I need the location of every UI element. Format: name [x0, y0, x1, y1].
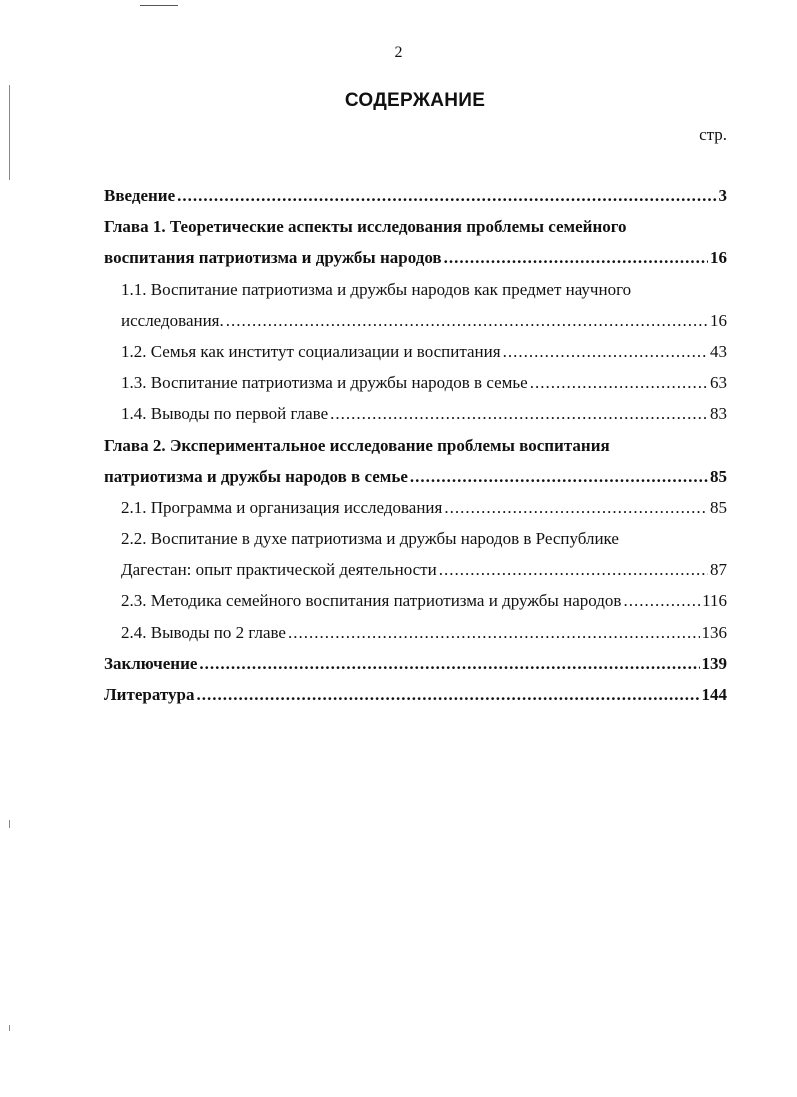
toc-entry-text: Введение [104, 186, 176, 205]
toc-entry-text: 1.4. Выводы по первой главе [121, 404, 329, 424]
toc-entry-text: Заключение [104, 653, 198, 673]
toc-leader-dots [503, 336, 708, 367]
toc-leader-dots [623, 585, 700, 616]
toc-entry-page: 85 [710, 497, 727, 517]
toc-entry [104, 336, 727, 367]
toc-leader-dots [330, 398, 708, 429]
toc-entry-page: 87 [710, 560, 727, 580]
toc-entry-text: 2.1. Программа и организация исследования [121, 497, 443, 517]
toc-entry [104, 585, 727, 616]
toc-entry [104, 554, 727, 585]
toc-entry-text: 2.3. Методика семейного воспитания патриотизма и дружбы народов [121, 591, 622, 611]
toc-entry-page: 63 [710, 373, 727, 393]
toc-entry-page: 83 [710, 404, 727, 424]
toc-leader-dots [177, 180, 716, 211]
toc-entry-text: Глава 2. Экспериментальное исследование проблемы воспитания [104, 435, 610, 455]
toc-entry-page: 3 [718, 186, 727, 205]
toc-entry-text: воспитания патриотизма и дружбы народов [104, 248, 442, 268]
page-number: 2 [394, 44, 403, 61]
toc-entry-page: 116 [702, 591, 727, 611]
toc-leader-dots [444, 492, 708, 523]
toc-entry-text: Литература [104, 685, 195, 704]
scan-artifact-left-2 [9, 820, 10, 828]
scan-artifact-top [140, 5, 178, 6]
toc-leader-dots [444, 242, 708, 273]
toc-entry-page: 144 [701, 685, 727, 704]
toc-leader-dots [196, 679, 699, 710]
toc-leader-dots [410, 461, 708, 492]
toc-entry-text: Дагестан: опыт практической деятельности [121, 560, 437, 580]
toc-entry [104, 211, 727, 242]
toc-entry-text: 1.2. Семья как институт социализации и воспитания [121, 341, 501, 361]
toc-entry-text: исследования. [121, 310, 224, 330]
toc-entry-page: 136 [701, 622, 727, 642]
toc-entry-page: 43 [710, 341, 727, 361]
scan-artifact-left-3 [9, 1025, 10, 1031]
toc-entry [104, 398, 727, 429]
toc-entry [104, 367, 727, 398]
toc-entry-page: 139 [701, 653, 727, 673]
toc-leader-dots [530, 367, 708, 398]
toc-leader-dots [288, 617, 700, 648]
toc-entry-page: 16 [710, 248, 727, 268]
toc-entry [104, 648, 727, 679]
page-column-label: стр. [699, 125, 727, 144]
toc-entry [104, 274, 727, 305]
toc-leader-dots [199, 648, 699, 679]
toc-entry [104, 430, 727, 461]
toc-entry [104, 617, 727, 648]
toc-entry [104, 461, 727, 492]
toc-entry-page: 16 [710, 310, 727, 330]
toc-entry-text: 2.2. Воспитание в духе патриотизма и дружбы народов в Республике [121, 529, 619, 549]
toc-entry [104, 242, 727, 273]
toc-entry-text: патриотизма и дружбы народов в семье [104, 466, 408, 486]
toc-leader-dots [226, 305, 708, 336]
toc-entry-text: 1.3. Воспитание патриотизма и дружбы народов в семье [121, 373, 528, 393]
toc-entry [104, 679, 727, 710]
toc-entry [104, 523, 727, 554]
table-of-contents [104, 180, 727, 710]
toc-entry [104, 305, 727, 336]
toc-entry-text: 2.4. Выводы по 2 главе [121, 622, 286, 642]
page-title: СОДЕРЖАНИЕ [344, 90, 486, 111]
toc-entry [104, 492, 727, 523]
toc-leader-dots [439, 554, 708, 585]
toc-entry [104, 180, 727, 211]
toc-entry-text: 1.1. Воспитание патриотизма и дружбы народов как предмет научного [121, 279, 632, 299]
toc-entry-page: 85 [710, 466, 727, 486]
toc-entry-text: Глава 1. Теоретические аспекты исследования проблемы семейного [104, 217, 627, 237]
